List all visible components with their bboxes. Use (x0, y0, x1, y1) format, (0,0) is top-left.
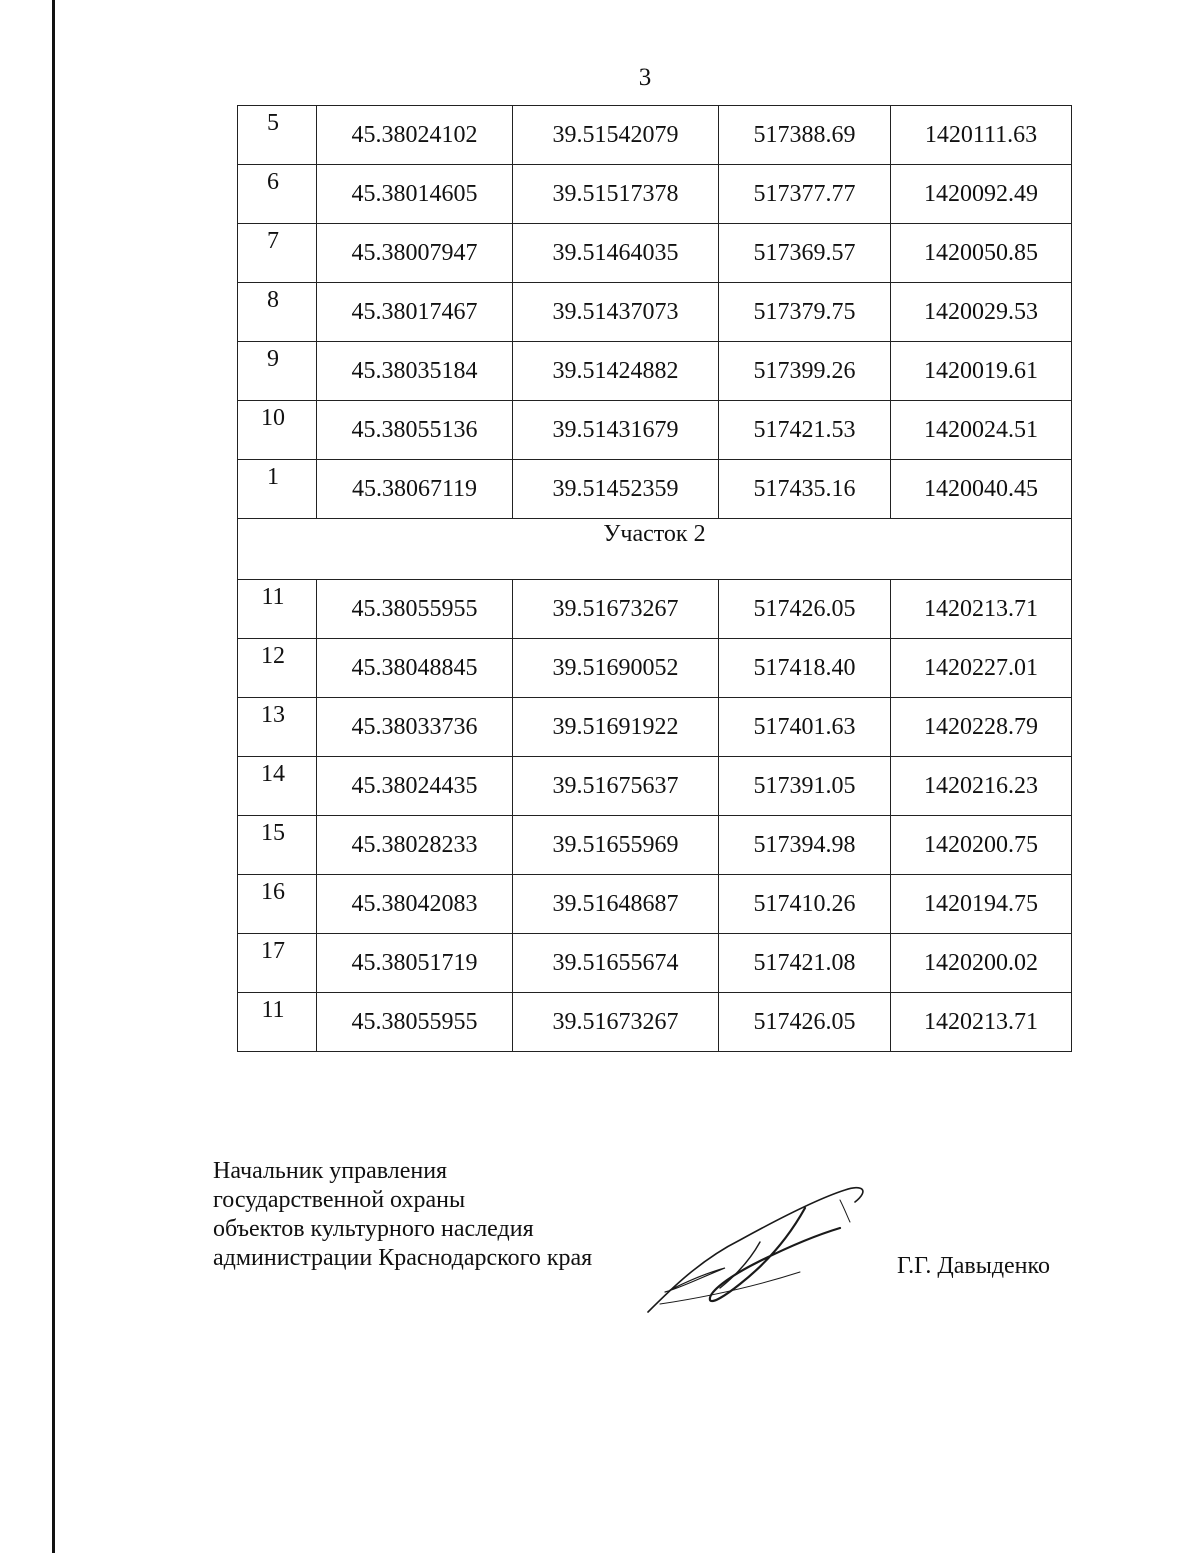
point-number-cell: 9 (238, 342, 317, 401)
latitude-cell: 45.38014605 (317, 165, 513, 224)
signatory-name: Г.Г. Давыденко (897, 1253, 1050, 1279)
x-coordinate-cell: 517399.26 (719, 342, 891, 401)
table-row (238, 106, 1072, 165)
longitude-cell: 39.51464035 (513, 224, 719, 283)
x-coordinate-cell: 517391.05 (719, 757, 891, 816)
point-number-cell: 12 (238, 639, 317, 698)
table-row (238, 165, 1072, 224)
point-number-cell: 11 (238, 580, 317, 639)
signatory-position (213, 1157, 592, 1273)
y-coordinate-cell: 1420019.61 (891, 342, 1072, 401)
longitude-cell: 39.51517378 (513, 165, 719, 224)
x-coordinate-cell: 517377.77 (719, 165, 891, 224)
x-coordinate-cell: 517394.98 (719, 816, 891, 875)
latitude-cell: 45.38055136 (317, 401, 513, 460)
latitude-cell: 45.38024435 (317, 757, 513, 816)
point-number-cell: 15 (238, 816, 317, 875)
longitude-cell: 39.51431679 (513, 401, 719, 460)
table-row (238, 993, 1072, 1052)
point-number-cell: 7 (238, 224, 317, 283)
x-coordinate-cell: 517421.08 (719, 934, 891, 993)
table-row (238, 934, 1072, 993)
table-row (238, 816, 1072, 875)
x-coordinate-cell: 517401.63 (719, 698, 891, 757)
longitude-cell: 39.51691922 (513, 698, 719, 757)
position-line: администрации Краснодарского края (213, 1245, 593, 1271)
latitude-cell: 45.38067119 (317, 460, 513, 519)
point-number-cell: 17 (238, 934, 317, 993)
latitude-cell: 45.38033736 (317, 698, 513, 757)
x-coordinate-cell: 517410.26 (719, 875, 891, 934)
point-number-cell: 8 (238, 283, 317, 342)
point-number-cell: 10 (238, 401, 317, 460)
longitude-cell: 39.51424882 (513, 342, 719, 401)
table-row (238, 224, 1072, 283)
x-coordinate-cell: 517369.57 (719, 224, 891, 283)
longitude-cell: 39.51690052 (513, 639, 719, 698)
longitude-cell: 39.51542079 (513, 106, 719, 165)
longitude-cell: 39.51655969 (513, 816, 719, 875)
x-coordinate-cell: 517418.40 (719, 639, 891, 698)
coordinates-table (237, 105, 1072, 1052)
y-coordinate-cell: 1420227.01 (891, 639, 1072, 698)
y-coordinate-cell: 1420111.63 (891, 106, 1072, 165)
table-row (238, 342, 1072, 401)
position-line: государственной охраны (213, 1187, 466, 1213)
latitude-cell: 45.38051719 (317, 934, 513, 993)
x-coordinate-cell: 517421.53 (719, 401, 891, 460)
point-number-cell: 13 (238, 698, 317, 757)
page-number: 3 (638, 64, 652, 91)
y-coordinate-cell: 1420194.75 (891, 875, 1072, 934)
x-coordinate-cell: 517426.05 (719, 580, 891, 639)
point-number-cell: 16 (238, 875, 317, 934)
latitude-cell: 45.38007947 (317, 224, 513, 283)
table-row (238, 698, 1072, 757)
section-label: Участок 2 (238, 519, 1072, 580)
y-coordinate-cell: 1420216.23 (891, 757, 1072, 816)
y-coordinate-cell: 1420040.45 (891, 460, 1072, 519)
table-row (238, 639, 1072, 698)
y-coordinate-cell: 1420092.49 (891, 165, 1072, 224)
point-number-cell: 1 (238, 460, 317, 519)
y-coordinate-cell: 1420228.79 (891, 698, 1072, 757)
y-coordinate-cell: 1420213.71 (891, 993, 1072, 1052)
y-coordinate-cell: 1420200.75 (891, 816, 1072, 875)
point-number-cell: 11 (238, 993, 317, 1052)
latitude-cell: 45.38048845 (317, 639, 513, 698)
table-row (238, 283, 1072, 342)
y-coordinate-cell: 1420050.85 (891, 224, 1072, 283)
x-coordinate-cell: 517379.75 (719, 283, 891, 342)
latitude-cell: 45.38028233 (317, 816, 513, 875)
point-number-cell: 6 (238, 165, 317, 224)
latitude-cell: 45.38024102 (317, 106, 513, 165)
table-row (238, 580, 1072, 639)
point-number-cell: 5 (238, 106, 317, 165)
x-coordinate-cell: 517435.16 (719, 460, 891, 519)
table-row (238, 460, 1072, 519)
latitude-cell: 45.38055955 (317, 580, 513, 639)
latitude-cell: 45.38042083 (317, 875, 513, 934)
handwritten-signature-icon (640, 1180, 870, 1320)
table-row (238, 757, 1072, 816)
position-line: объектов культурного наследия (213, 1216, 534, 1242)
longitude-cell: 39.51673267 (513, 580, 719, 639)
y-coordinate-cell: 1420213.71 (891, 580, 1072, 639)
x-coordinate-cell: 517426.05 (719, 993, 891, 1052)
x-coordinate-cell: 517388.69 (719, 106, 891, 165)
table-row (238, 875, 1072, 934)
y-coordinate-cell: 1420029.53 (891, 283, 1072, 342)
table-row (238, 401, 1072, 460)
latitude-cell: 45.38035184 (317, 342, 513, 401)
longitude-cell: 39.51675637 (513, 757, 719, 816)
longitude-cell: 39.51437073 (513, 283, 719, 342)
longitude-cell: 39.51655674 (513, 934, 719, 993)
y-coordinate-cell: 1420024.51 (891, 401, 1072, 460)
longitude-cell: 39.51673267 (513, 993, 719, 1052)
point-number-cell: 14 (238, 757, 317, 816)
longitude-cell: 39.51648687 (513, 875, 719, 934)
longitude-cell: 39.51452359 (513, 460, 719, 519)
section-header-row (238, 519, 1072, 580)
latitude-cell: 45.38017467 (317, 283, 513, 342)
position-line: Начальник управления (213, 1158, 448, 1184)
y-coordinate-cell: 1420200.02 (891, 934, 1072, 993)
binding-margin-line (52, 0, 55, 1553)
latitude-cell: 45.38055955 (317, 993, 513, 1052)
